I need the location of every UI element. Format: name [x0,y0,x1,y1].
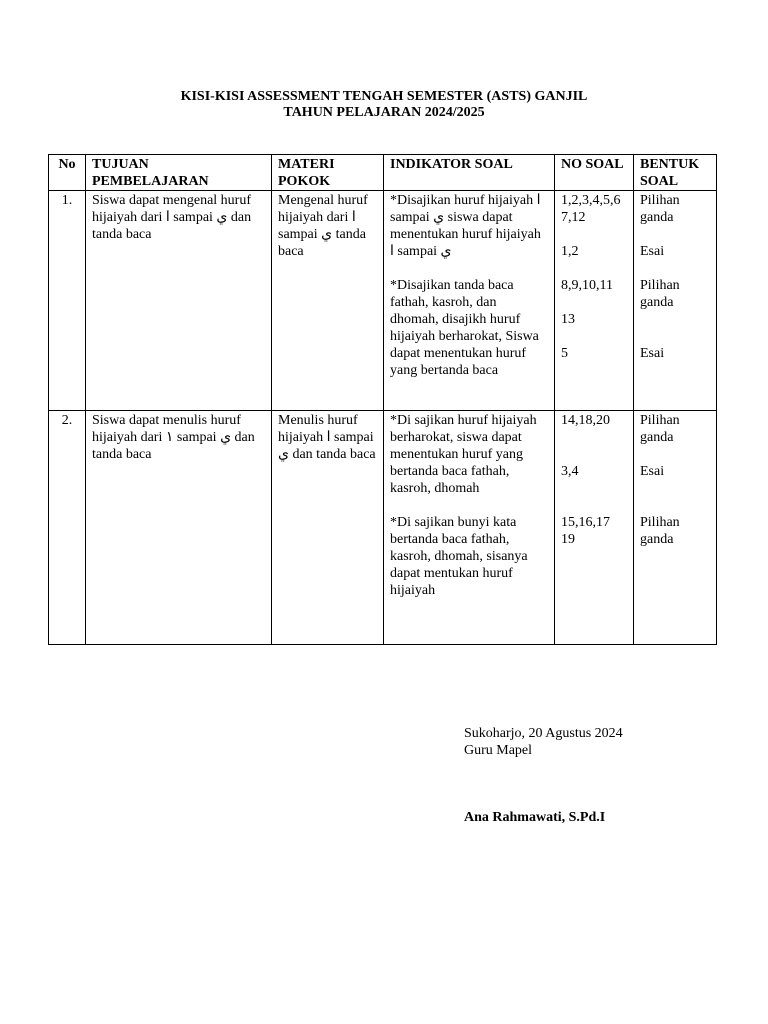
signature-place-date: Sukoharjo, 20 Agustus 2024 [464,726,623,741]
no-soal-item: 15,16,17 [561,515,610,530]
bentuk-item: ganda [640,210,674,225]
no-soal-item: 1,2 [561,244,579,259]
kisi-kisi-table [48,154,717,645]
bentuk-item: Pilihan [640,413,680,428]
table-row [49,411,717,645]
bentuk-item: Esai [640,346,665,361]
bentuk-item: ganda [640,532,674,547]
row-number: 2. [49,411,86,645]
no-soal-item: 19 [561,532,575,547]
document-title: KISI-KISI ASSESSMENT TENGAH SEMESTER (ASTS) GANJIL [180,89,588,104]
indikator-item: *Disajikan tanda baca fathah, kasroh, dan dhomah, disajikh huruf hijaiyah berharokat, Siswa dapat menentukan huruf yang bertanda baca [390,278,539,378]
row-number: 1. [49,191,86,411]
signature-name: Ana Rahmawati, S.Pd.I [464,810,606,825]
no-soal-cell [555,191,634,411]
bentuk-item: Pilihan [640,193,680,208]
indikator-item: *Disajikan huruf hijaiyah ا sampai ي siswa dapat menentukan huruf hijaiyah ا sampai ي [390,193,541,259]
indikator-item: *Di sajikan bunyi kata bertanda baca fathah, kasroh, dhomah, sisanya dapat mentukan huruf hijaiyah [390,515,528,598]
bentuk-item: Esai [640,464,665,479]
header-indikator: INDIKATOR SOAL [384,155,555,191]
header-no: No [49,155,86,191]
header-tujuan: TUJUAN PEMBELAJARAN [86,155,272,191]
bentuk-cell [634,411,717,645]
no-soal-item: 14,18,20 [561,413,610,428]
indikator-cell [384,191,555,411]
no-soal-item: 3,4 [561,464,579,479]
signature-role: Guru Mapel [464,743,533,758]
table-row [49,191,717,411]
header-no-soal: NO SOAL [555,155,634,191]
table-header-row [49,155,717,191]
no-soal-item: 7,12 [561,210,586,225]
tujuan-cell: Siswa dapat mengenal huruf hijaiyah dari ا sampai ي dan tanda baca [86,191,272,411]
bentuk-item: Pilihan [640,278,680,293]
materi-cell: Mengenal huruf hijaiyah dari ا sampai ي tanda baca [272,191,384,411]
no-soal-item: 13 [561,312,575,327]
no-soal-item: 5 [561,346,568,361]
no-soal-item: 1,2,3,4,5,6 [561,193,621,208]
no-soal-item: 8,9,10,11 [561,278,613,293]
indikator-cell [384,411,555,645]
no-soal-cell [555,411,634,645]
tujuan-cell: Siswa dapat menulis huruf hijaiyah dari ١ sampai ي dan tanda baca [86,411,272,645]
header-bentuk: BENTUK SOAL [634,155,717,191]
document-subtitle: TAHUN PELAJARAN 2024/2025 [283,105,485,120]
indikator-item: *Di sajikan huruf hijaiyah berharokat, siswa dapat menentukan huruf yang bertanda baca fathah, kasroh, dhomah [390,413,537,496]
bentuk-item: ganda [640,430,674,445]
bentuk-item: ganda [640,295,674,310]
materi-cell: Menulis huruf hijaiyah ا sampai ي dan tanda baca [272,411,384,645]
bentuk-item: Pilihan [640,515,680,530]
bentuk-cell [634,191,717,411]
bentuk-item: Esai [640,244,665,259]
header-materi: MATERI POKOK [272,155,384,191]
